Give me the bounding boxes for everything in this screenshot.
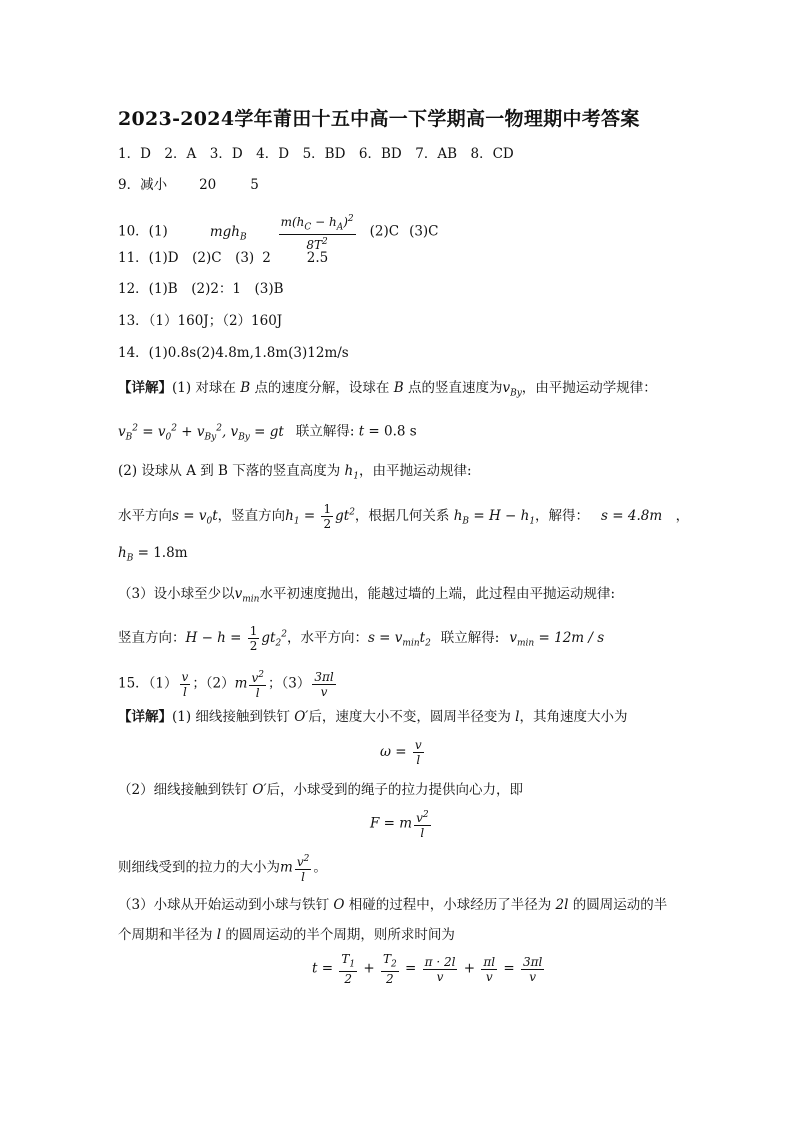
q15-force-equation: F = m $\frac{v^2}{l}$ [370, 810, 429, 840]
q11-value-1: 2 [262, 250, 271, 266]
q15-omega-equation: ω = $\frac{v}{l}$ [380, 738, 422, 767]
q9-label: 9．减小 [118, 177, 168, 193]
q15-time-equation: t = $\frac{T_1}{2}$ + $\frac{T_2}{2}$ = $\frac{\pi \cdot 2l}{v}$ + $\frac{\pi l}{v}$ = $\frac{3\pi l}{v}$ [312, 952, 543, 987]
q10-label: 10．(1) [118, 223, 168, 240]
q10-formula-1: mgh$_B$ [209, 223, 247, 243]
q11-value-2: 2.5 [306, 250, 329, 266]
q9-value-1: 20 [199, 177, 217, 193]
q15-detail-line-1: 【详解】(1) 细线接触到铁钉 O′后，速度大小不变，圆周半径变为 l，其角速度大小为 [118, 709, 628, 725]
q14-detail-line-3: 水平方向$s = v_0t$，竖直方向$h_1$ = $\frac{1}{2}$ $gt^2$，根据几何关系 $h_B = H - h_1$，解得： s = 4.8m ， [118, 502, 690, 531]
q15-detail-line-2: （2）细线接触到铁钉 O′后，小球受到的绳子的拉力提供向心力，即 [118, 782, 524, 798]
q11-label: 11．(1)D (2)C (3) [118, 250, 255, 266]
q14-detail-line-1: 【详解】(1) 对球在 B 点的速度分解，设球在 B 点的竖直速度为$v_{By}$，由平抛运动学规律： [118, 380, 657, 399]
q10-answer-3: (3)C [409, 223, 439, 240]
q14-detail-line-4: $h_B = 1.8m$ [118, 545, 188, 564]
answer-line-14: 14．(1)0.8s(2)4.8m,1.8m(3)12m/s [118, 345, 349, 361]
q14-detail-line-5: （3）设小球至少以$v_{min}$水平初速度抛出，能越过墙的上端，此过程由平抛运动规律: [118, 586, 616, 605]
answer-line-11 [118, 249, 328, 267]
answer-line-12: 12．(1)B (2)2：1 (3)B [118, 281, 284, 297]
q15-detail-line-3: 则细线受到的拉力的大小为m $\frac{v^2}{l}$ 。 [118, 854, 327, 884]
answer-line-13: 13．（1）160J；（2）160J [118, 313, 283, 329]
q14-equation-1: $v_B^2 = v_0^2 + v_{By}^2$, $v_{By}$ = gt 联立解得: t = 0.8 s [118, 423, 417, 443]
page-title: 2023-2024学年莆田十五中高一下学期高一物理期中考答案 [118, 108, 640, 130]
answer-line-9 [118, 176, 259, 194]
answer-line-1-8: 1．D 2．A 3．D 4．D 5．BD 6．BD 7．AB 8．CD [118, 146, 514, 162]
q14-detail-line-6: 竖直方向：H − h = $\frac{1}{2}$ $gt_2^2$，水平方向：$s = v_{min}t_2$ 联立解得: $v_{min} = 12m / s$ [118, 624, 605, 653]
answer-line-10 [118, 212, 439, 252]
q14-detail-tag: 【详解】 [118, 380, 172, 396]
q15-detail-tag: 【详解】 [118, 709, 172, 725]
q15-detail-line-4: （3）小球从开始运动到小球与铁钉 O 相碰的过程中，小球经历了半径为 2l 的圆周运动的半 [118, 897, 668, 913]
q9-value-2: 5 [250, 177, 259, 193]
q15-detail-line-5: 个周期和半径为 l 的圆周运动的半个周期，则所求时间为 [118, 927, 455, 943]
answer-line-15: 15．（1） $\frac{v}{l}$ ；（2）m $\frac{v^2}{l}$ ；（3） $\frac{3\pi l}{v}$ [118, 669, 334, 700]
q10-answer-2: (2)C [369, 223, 400, 240]
q14-detail-line-2: (2) 设球从 A 到 B 下落的竖直高度为 $h_1$，由平抛运动规律: [118, 463, 472, 482]
q10-formula-2: $\frac{m(h_C - h_A)^2}{8T^2}$ [280, 214, 354, 253]
